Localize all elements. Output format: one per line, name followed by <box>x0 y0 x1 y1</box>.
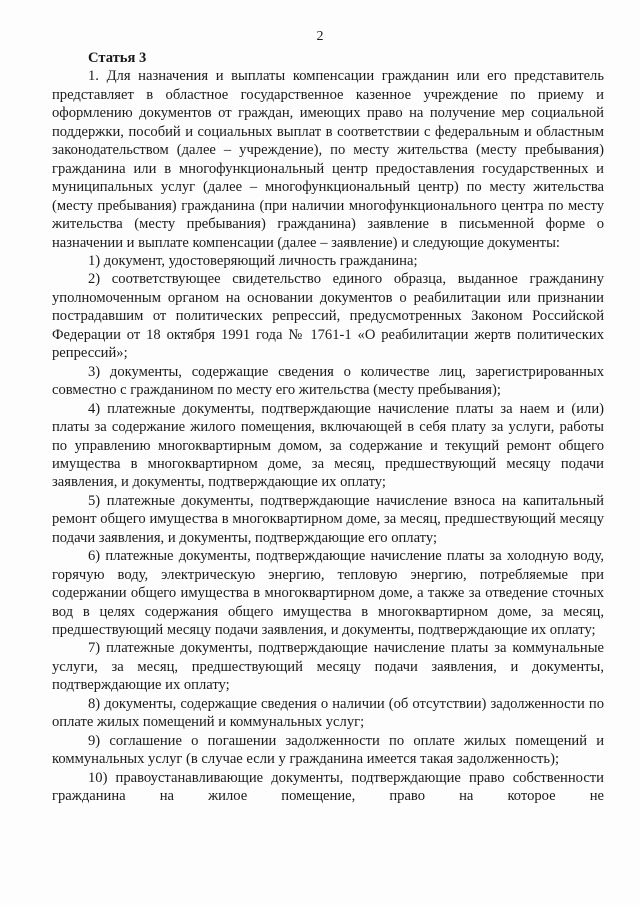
list-item-4: 4) платежные документы, подтверждающие начисление платы за наем и (или) платы за содержание жилого помещения, включающей в себя плату за услуги, работы по управлению многоквартирным домом, за содержание и текущий ремонт общего имущества в многоквартирном доме, за месяц, предшествующий месяцу подачи заявления, и документы, подтверждающие их оплату; <box>52 400 604 491</box>
page-number: 2 <box>316 29 324 44</box>
list-item-5: 5) платежные документы, подтверждающие начисление взноса на капитальный ремонт общего имущества в многоквартирном доме, за месяц, предшествующий месяцу подачи заявления, и документы, подтверждающие его оплату; <box>52 492 604 546</box>
list-item-8: 8) документы, содержащие сведения о наличии (об отсутствии) задолженности по оплате жилых помещений и коммунальных услуг; <box>52 695 604 731</box>
list-item-1: 1) документ, удостоверяющий личность гражданина; <box>88 252 418 269</box>
list-item-10: 10) правоустанавливающие документы, подтверждающие право собственности гражданина на жилое помещение, право на которое не <box>52 769 604 805</box>
list-item-9: 9) соглашение о погашении задолженности по оплате жилых помещений и коммунальных услуг (в случае если у гражданина имеется такая задолженность); <box>52 732 604 768</box>
document-body <box>52 49 604 806</box>
list-item-7: 7) платежные документы, подтверждающие начисление платы за коммунальные услуги, за месяц, предшествующий месяцу подачи заявления, и документы, подтверждающие их оплату; <box>52 640 604 694</box>
list-item-6: 6) платежные документы, подтверждающие начисление платы за холодную воду, горячую воду, электрическую энергию, тепловую энергию, потребляемые при содержании общего имущества в многоквартирном доме, а также за отведение сточных вод в целях содержания общего имущества в многоквартирном доме, за месяц, предшествующий месяцу подачи заявления, и документы, подтверждающие их оплату; <box>52 548 604 639</box>
article-title: Статья 3 <box>88 50 147 66</box>
list-item-2: 2) соответствующее свидетельство единого образца, выданное гражданину уполномоченным органом на основании документов о реабилитации или признании пострадавшим от политических репрессий, предусмотренных Законом Российской Федерации от 18 октября 1991 года № 1761-1 «О реабилитации жертв политических репрессий»; <box>52 271 604 362</box>
list-item-3: 3) документы, содержащие сведения о количестве лиц, зарегистрированных совместно с гражданином по месту его жительства (месту пребывания); <box>52 363 604 399</box>
paragraph-1: 1. Для назначения и выплаты компенсации гражданин или его представитель представляет в областное государственное казенное учреждение по приему и оформлению документов от граждан, имеющих право на получение мер социальной поддержки, пособий и социальных выплат в соответствии с федеральным и областным законодательством (далее – учреждение), по месту жительства (месту пребывания) гражданина или в многофункциональный центр предоставления государственных и муниципальных услуг (далее – многофункциональный центр) по месту жительства (месту пребывания) гражданина (при наличии многофункционального центра по месту жительства (месту пребывания) гражданина) заявление в письменной форме о назначении и выплате компенсации (далее – заявление) и следующие документы: <box>52 68 604 251</box>
